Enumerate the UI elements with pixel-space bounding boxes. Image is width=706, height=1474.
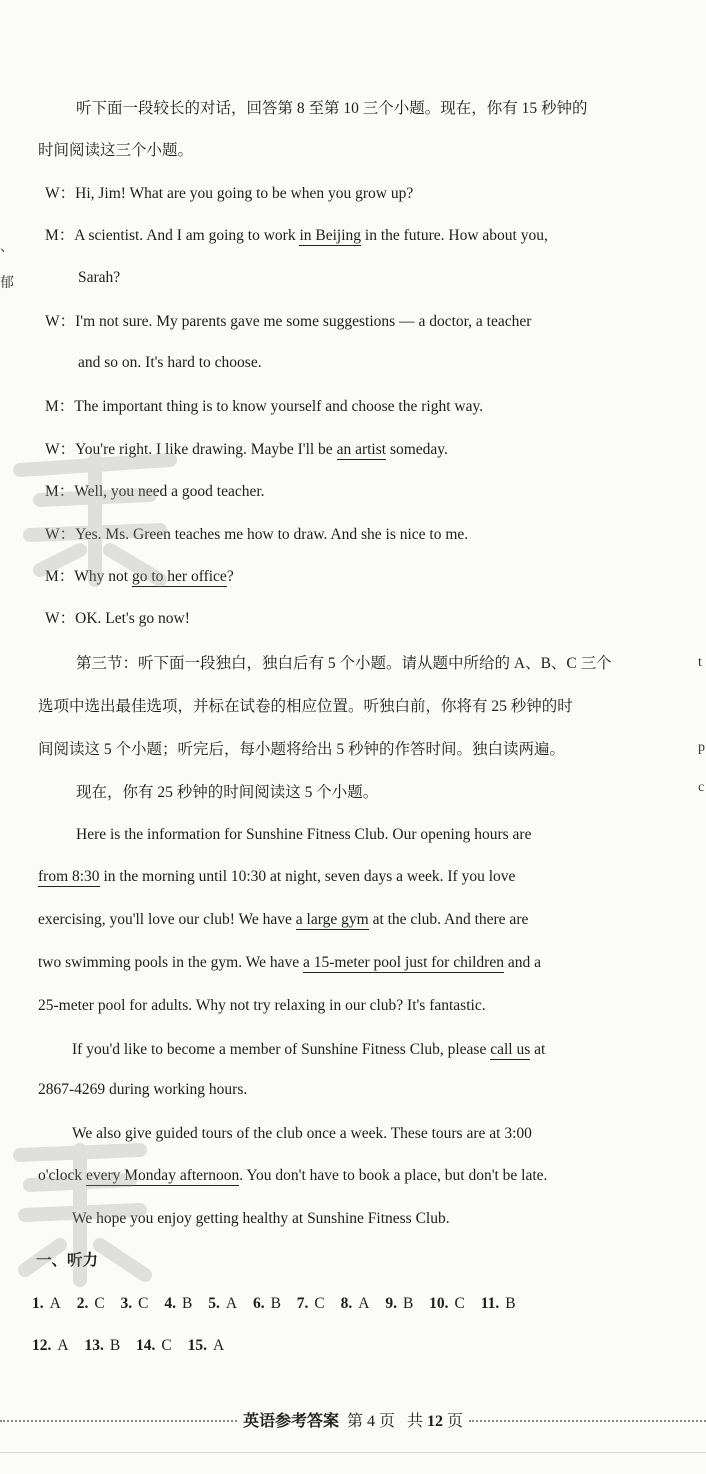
footer-dotted-rule-right [469, 1420, 706, 1422]
footer-title: 英语参考答案 [242, 1413, 339, 1430]
footer-text: 英语参考答案 第 4 页 共 12 页 [242, 1413, 464, 1430]
margin-mark: 郁 [0, 276, 14, 291]
dialogue-line: W：I'm not sure. My parents gave me some suggestions — a doctor, a teacher [45, 313, 532, 330]
monologue-line: If you'd like to become a member of Sunshine Fitness Club, please call us at [72, 1041, 546, 1058]
page-bottom-rule [0, 1452, 706, 1453]
total-pages: 12 [427, 1413, 444, 1430]
section3-line: 间阅读这 5 个小题；听完后，每小题将给出 5 秒钟的作答时间。独白读两遍。 [38, 741, 566, 758]
answers-heading: 一、听力 [36, 1252, 99, 1269]
monologue-line: We hope you enjoy getting healthy at Sunshine Fitness Club. [72, 1210, 450, 1227]
monologue-line: 2867-4269 during working hours. [38, 1081, 248, 1098]
section3-line: 选项中选出最佳选项，并标在试卷的相应位置。听独白前，你将有 25 秒钟的时 [38, 698, 573, 715]
monologue-line: exercising, you'll love our club! We have a large gym at the club. And there are [38, 911, 529, 928]
monologue-line: two swimming pools in the gym. We have a 15-meter pool just for children and a [38, 954, 541, 971]
intro-line-1: 听下面一段较长的对话，回答第 8 至第 10 三个小题。现在，你有 15 秒钟的 [76, 100, 588, 117]
dialogue-line: Sarah? [78, 269, 121, 286]
margin-mark: 、 [0, 240, 14, 255]
dialogue-line: W：Hi, Jim! What are you going to be when you grow up? [45, 185, 414, 202]
answers-row-1: 1. A 2. C 3. C 4. B 5. A 6. B 7. C 8. A 9. B 10. C 11. B [32, 1295, 516, 1312]
margin-mark: p [698, 740, 705, 755]
dialogue-line: and so on. It's hard to choose. [78, 354, 262, 371]
dialogue-line: M：Why not go to her office? [45, 568, 234, 585]
dialogue-line: W：You're right. I like drawing. Maybe I'll be an artist someday. [45, 441, 448, 458]
dialogue-line: M：A scientist. And I am going to work in Beijing in the future. How about you, [45, 227, 548, 244]
page-number: 4 [367, 1413, 375, 1430]
page-footer [0, 1408, 706, 1431]
monologue-line: o'clock every Monday afternoon. You don't have to book a place, but don't be late. [38, 1167, 548, 1184]
dialogue-line: M：The important thing is to know yourself and choose the right way. [45, 398, 484, 415]
answers-row-2: 12. A 13. B 14. C 15. A [32, 1337, 225, 1354]
footer-dotted-rule-left [0, 1420, 237, 1422]
margin-mark: t [698, 655, 702, 670]
now-line: 现在，你有 25 秒钟的时间阅读这 5 个小题。 [76, 784, 379, 801]
section3-line: 第三节：听下面一段独白，独白后有 5 个小题。请从题中所给的 A、B、C 三个 [76, 655, 612, 672]
margin-mark: c [698, 780, 705, 795]
dialogue-line: W：Yes. Ms. Green teaches me how to draw. And she is nice to me. [45, 526, 469, 543]
dialogue-line: W：OK. Let's go now! [45, 610, 190, 627]
intro-line-2: 时间阅读这三个小题。 [38, 142, 194, 159]
monologue-line: from 8:30 in the morning until 10:30 at night, seven days a week. If you love [38, 868, 516, 885]
dialogue-line: M：Well, you need a good teacher. [45, 483, 265, 500]
monologue-line: Here is the information for Sunshine Fitness Club. Our opening hours are [76, 826, 532, 843]
monologue-line: We also give guided tours of the club once a week. These tours are at 3:00 [72, 1125, 532, 1142]
monologue-line: 25-meter pool for adults. Why not try relaxing in our club? It's fantastic. [38, 997, 486, 1014]
